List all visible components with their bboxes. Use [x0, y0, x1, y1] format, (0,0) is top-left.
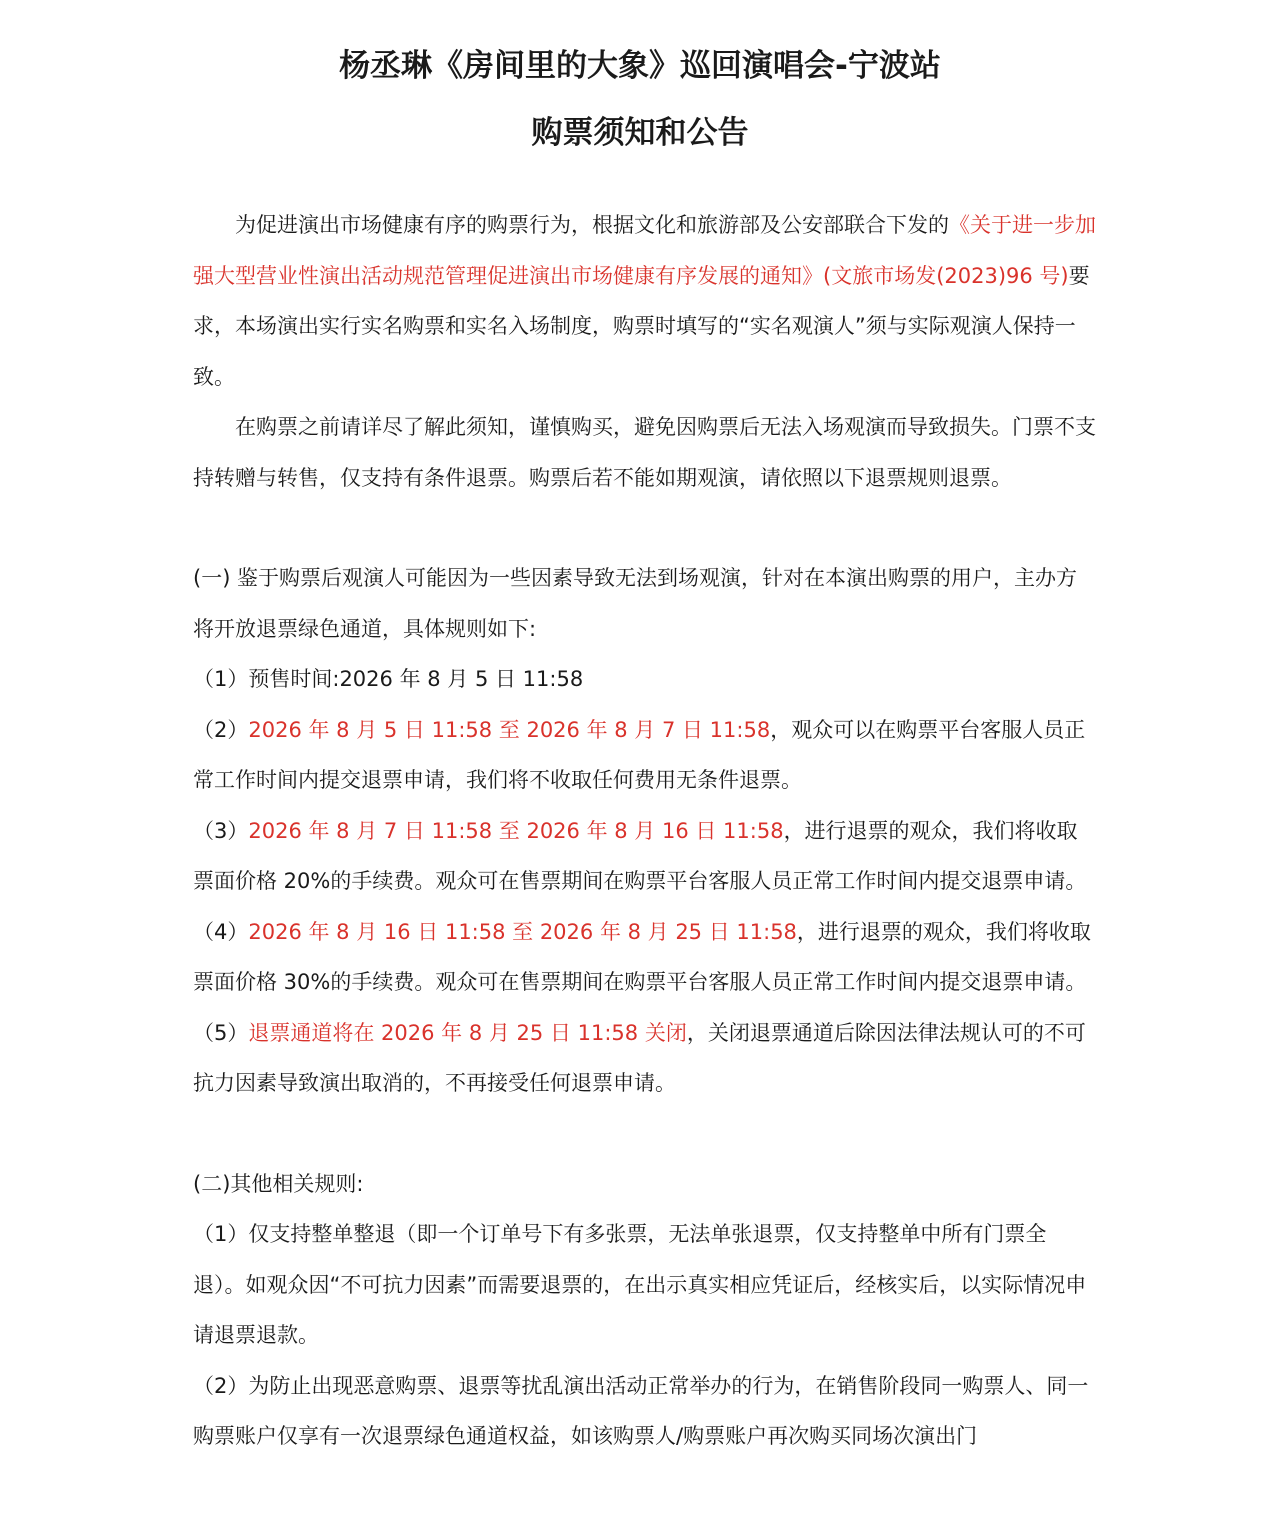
section1-heading: (一) 鉴于购票后观演人可能因为一些因素导致无法到场观演，针对在本演出购票的用户，主办方将开放退票绿色通道，具体规则如下:: [193, 566, 1078, 641]
rule-number: （3）: [193, 818, 249, 843]
rule-text: ，进行退票的观众，我们将收取票面价格 20%的手续费。观众可在售票期间在购票平台客服人员正常工作时间内提交退票申请。: [193, 818, 1087, 893]
rule-period: 退票通道将在 2026 年 8 月 25 日 11:58 关闭: [248, 1020, 687, 1045]
other-rule-1: [193, 1209, 1098, 1361]
section-spacer: [193, 503, 1098, 553]
rule-number: （2）: [193, 717, 249, 742]
rule-number: （2）: [193, 1373, 249, 1398]
intro-text-2: 要求，本场演出实行实名购票和实名入场制度，购票时填写的“实名观演人”须与实际观演人保持一致。: [193, 263, 1090, 389]
rule-period: 2026 年 8 月 16 日 11:58 至 2026 年 8 月 25 日 11:58: [248, 919, 797, 944]
refund-rule-4: [193, 907, 1098, 1008]
rule-number: （4）: [193, 919, 249, 944]
section-spacer: [193, 1109, 1098, 1159]
rule-text: ，关闭退票通道后除因法律法规认可的不可抗力因素导致演出取消的，不再接受任何退票申请。: [193, 1020, 1086, 1095]
refund-rule-1: [193, 654, 1098, 705]
refund-rule-2: [193, 705, 1098, 806]
rule-period: 2026 年 8 月 7 日 11:58 至 2026 年 8 月 16 日 11:58: [248, 818, 784, 843]
notice-reference: 《关于进一步加强大型营业性演出活动规范管理促进演出市场健康有序发展的通知》(文旅市场发(2023)96 号): [193, 213, 1096, 288]
section2-heading: (二)其他相关规则:: [193, 1171, 364, 1196]
rule-text: ，进行退票的观众，我们将收取票面价格 30%的手续费。观众可在售票期间在购票平台客服人员正常工作时间内提交退票申请。: [193, 919, 1091, 994]
intro-paragraph: [193, 200, 1098, 402]
rule-number: （5）: [193, 1020, 249, 1045]
document-title: 杨丞琳《房间里的大象》巡回演唱会-宁波站: [339, 48, 941, 84]
other-rule-2: [193, 1361, 1098, 1462]
document-body: [193, 200, 1098, 1462]
caution-paragraph: 在购票之前请详尽了解此须知，谨慎购买，避免因购票后无法入场观演而导致损失。门票不支持转赠与转售，仅支持有条件退票。购票后若不能如期观演，请依照以下退票规则退票。: [193, 415, 1096, 490]
rule-period: 2026 年 8 月 5 日 11:58 至 2026 年 8 月 7 日 11:58: [248, 717, 771, 742]
rule-text: ，观众可以在购票平台客服人员正常工作时间内提交退票申请，我们将不收取任何费用无条件退票。: [193, 717, 1086, 792]
document-subtitle: 购票须知和公告: [531, 115, 749, 151]
rule-number: （1）: [193, 667, 249, 691]
rule-text: 仅支持整单整退（即一个订单号下有多张票，无法单张退票，仅支持整单中所有门票全退）。如观众因“不可抗力因素”而需要退票的，在出示真实相应凭证后，经核实后，以实际情况申请退票退款。: [193, 1222, 1087, 1347]
refund-rule-5: [193, 1008, 1098, 1109]
rule-text: 预售时间:2026 年 8 月 5 日 11:58: [248, 667, 584, 691]
rule-number: （1）: [193, 1222, 249, 1246]
rule-text: 为防止出现恶意购票、退票等扰乱演出活动正常举办的行为，在销售阶段同一购票人、同一购票账户仅享有一次退票绿色通道权益，如该购票人/购票账户再次购买同场次演出门: [193, 1373, 1089, 1448]
intro-text-1: 为促进演出市场健康有序的购票行为，根据文化和旅游部及公安部联合下发的: [235, 213, 949, 237]
refund-rule-3: [193, 806, 1098, 907]
